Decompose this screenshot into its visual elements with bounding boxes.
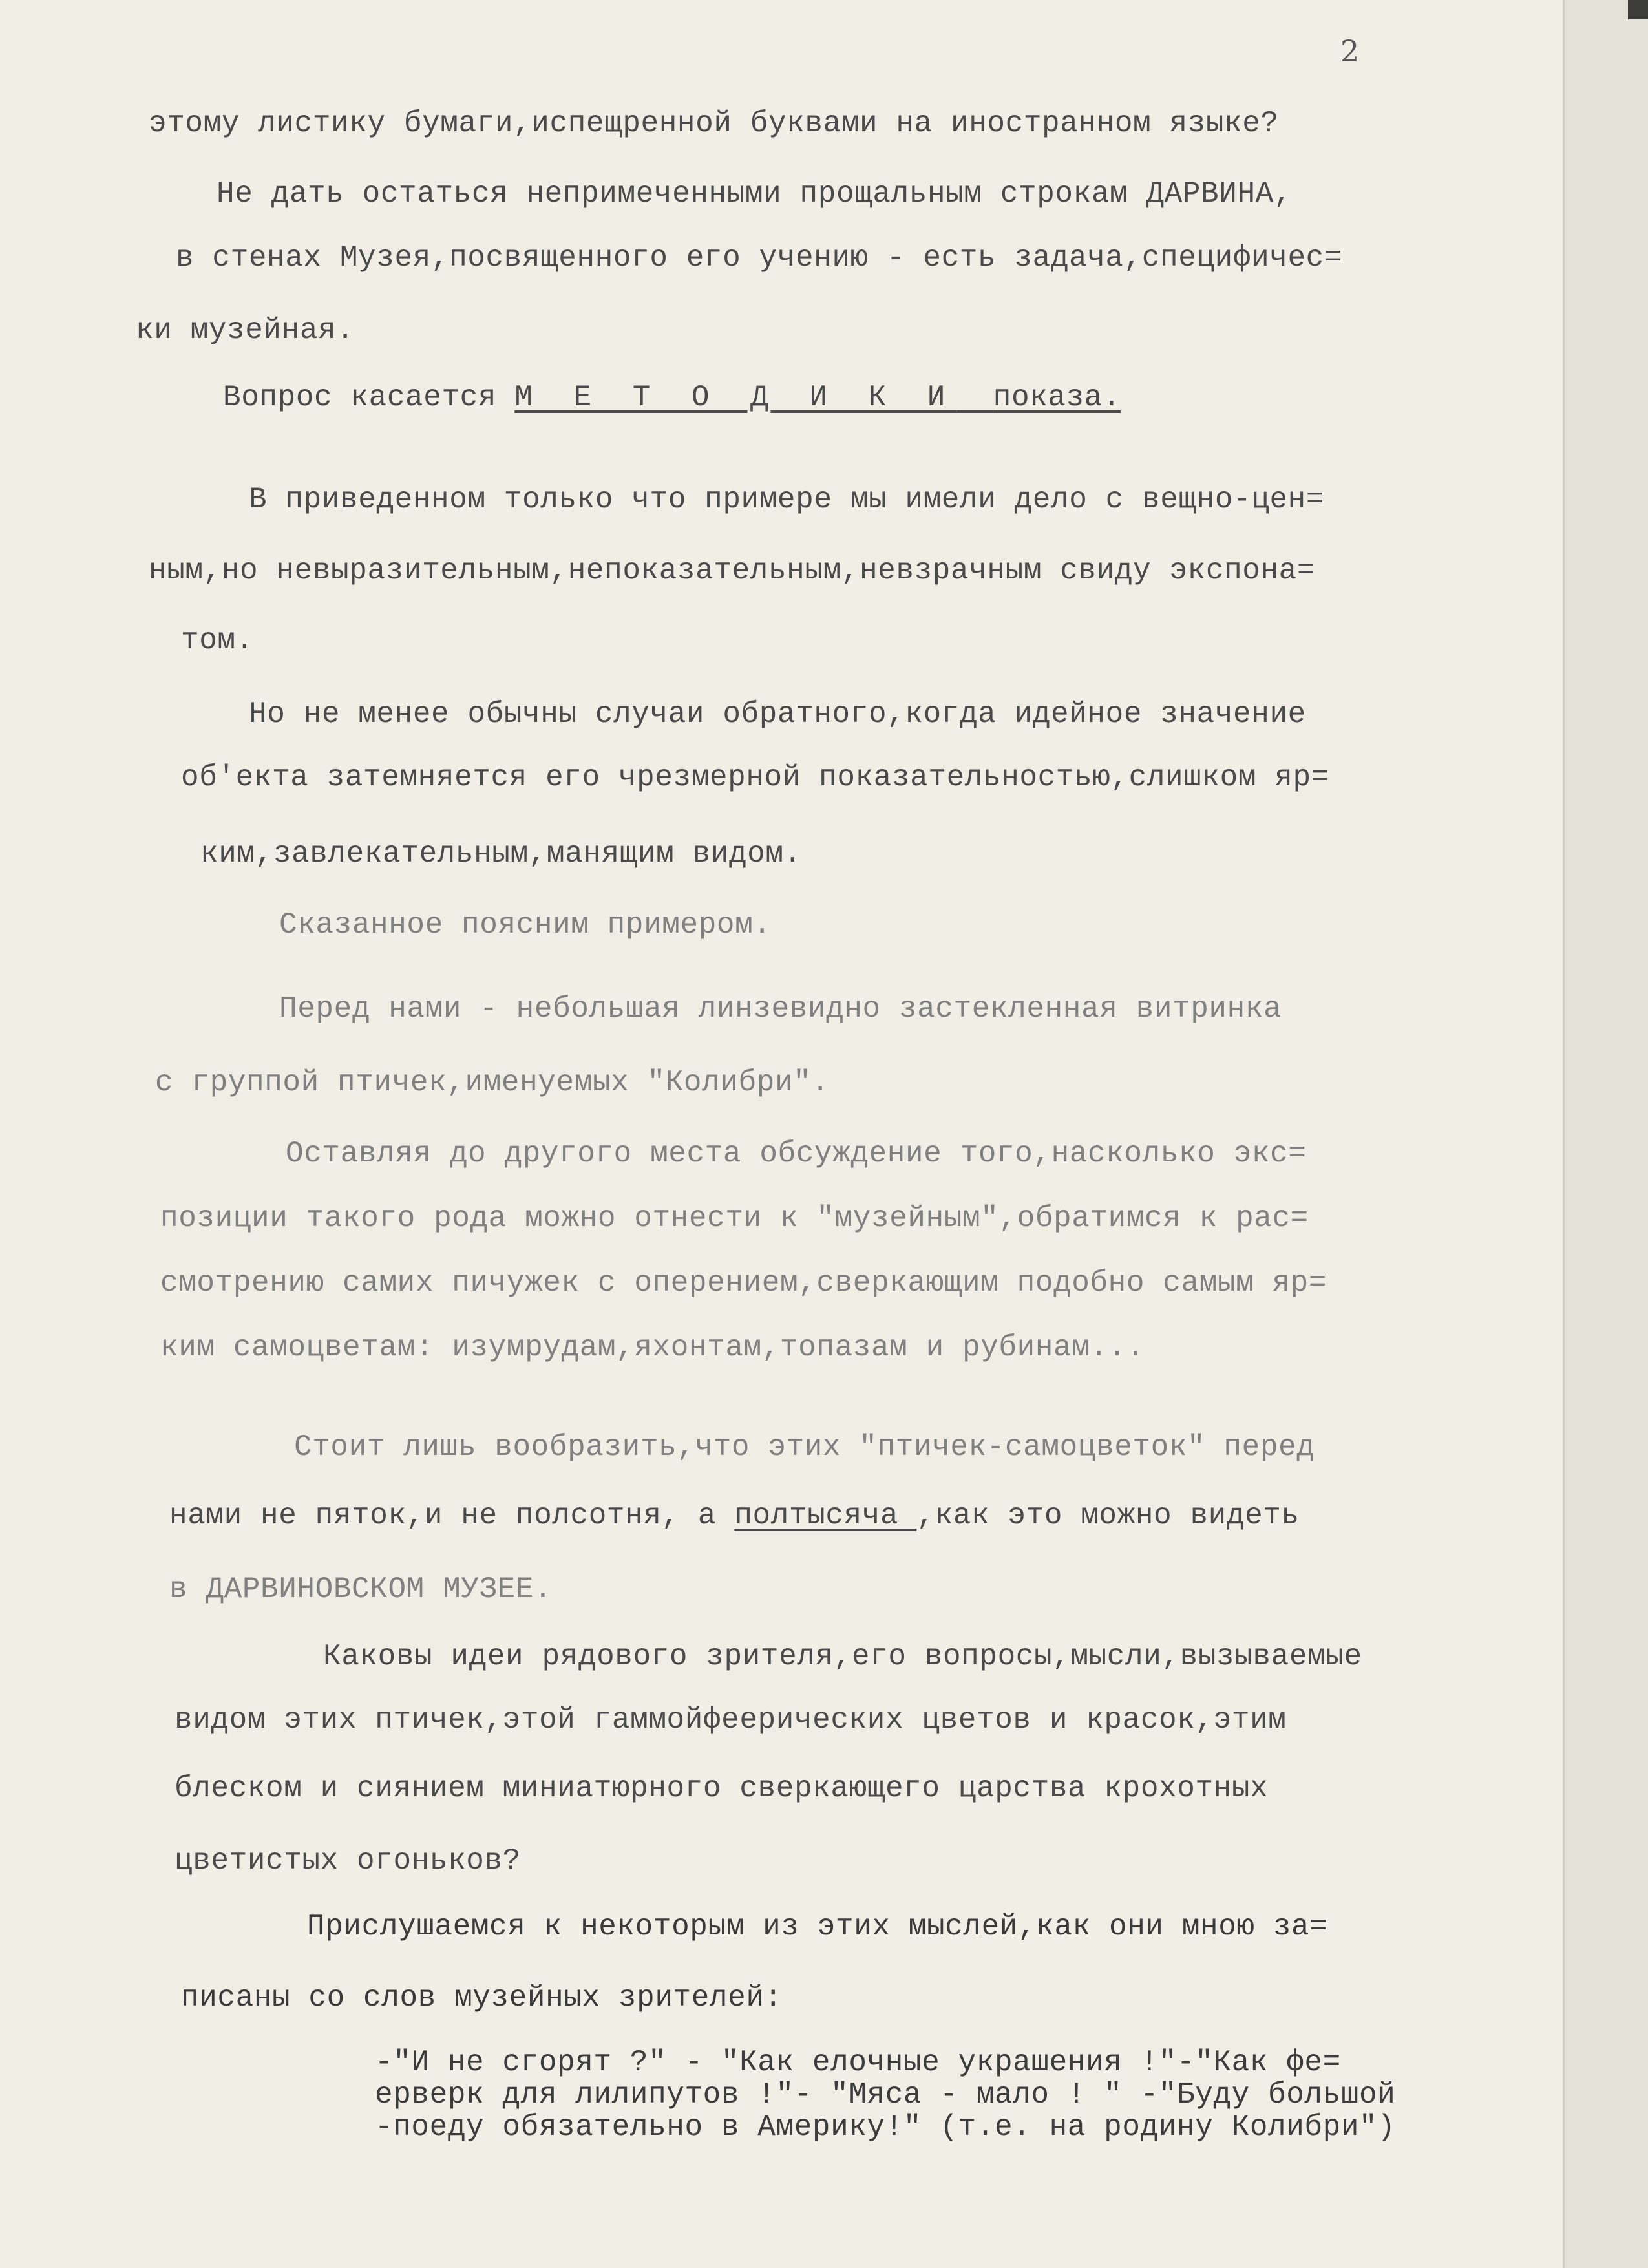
text-line: ки музейная. — [136, 313, 355, 347]
page-edge — [1563, 0, 1648, 2268]
quote-line: ерверк для лилипутов !"- "Мяса - мало ! " -"Буду большой — [375, 2078, 1396, 2112]
text-line: Но не менее обычны случаи обратного,когда идейное значение — [249, 697, 1306, 731]
text-line: с группой птичек,именуемых "Колибри". — [155, 1066, 830, 1099]
text-line: этому листику бумаги,испещренной буквами на иностранном языке? — [149, 107, 1279, 140]
page-number: 2 — [1340, 34, 1360, 69]
text-line: Оставляя до другого места обсуждение того,насколько экс= — [286, 1137, 1307, 1171]
method-prefix: Вопрос касается — [223, 381, 515, 414]
text-line: блеском и сиянием миниатюрного сверкающего царства крохотных — [174, 1772, 1269, 1805]
text-line: Каковы идеи рядового зрителя,его вопросы,мысли,вызываемые — [323, 1640, 1362, 1673]
method-emphasis — [514, 381, 1121, 414]
text-line: позиции такого рода можно отнести к "музейным",обратимся к рас= — [160, 1202, 1309, 1235]
text-line: ким самоцветам: изумрудам,яхонтам,топазам и рубинам... — [160, 1331, 1145, 1364]
text-line: писаны со слов музейных зрителей: — [181, 1981, 783, 2015]
show-word: показа. — [993, 381, 1121, 414]
text-line: в стенах Музея,посвященного его учению - есть задача,специфичес= — [176, 241, 1343, 275]
quote-line: -поеду обязательно в Америку!" (т.е. на родину Колибри") — [375, 2110, 1396, 2144]
method-line — [223, 383, 1121, 412]
text-segment: нами не пяток,и не полсотня, а — [169, 1499, 735, 1532]
text-line: Перед нами - небольшая линзевидно застекленная витринка — [279, 992, 1282, 1026]
text-line: Прислушаемся к некоторым из этих мыслей,как они мною за= — [307, 1910, 1328, 1944]
text-line: Сказанное поясним примером. — [279, 908, 772, 942]
corner-shadow — [1628, 0, 1648, 19]
text-line: том. — [181, 624, 254, 657]
text-line: в ДАРВИНОВСКОМ МУЗЕЕ. — [169, 1573, 553, 1606]
text-line: видом этих птичек,этой гаммойфеерических цветов и красок,этим — [174, 1703, 1287, 1737]
method-word: М Е Т О Д И К И — [514, 381, 957, 414]
text-line-with-underline — [169, 1501, 1300, 1531]
text-line: цветистых огоньков? — [174, 1844, 521, 1878]
text-line: ным,но невыразительным,непоказательным,невзрачным свиду экспона= — [149, 554, 1316, 588]
method-gap — [956, 381, 993, 414]
text-line: В приведенном только что примере мы имели дело с вещно-цен= — [249, 483, 1325, 516]
quote-line: -"И не сгорят ?" - "Как елочные украшения !"-"Как фе= — [375, 2046, 1341, 2079]
text-line: Стоит лишь вообразить,что этих "птичек-самоцветок" перед — [294, 1430, 1315, 1464]
text-line: Не дать остаться непримеченными прощальным строкам ДАРВИНА, — [217, 177, 1293, 211]
text-line: ким,завлекательным,манящим видом. — [200, 837, 802, 871]
underlined-word: полтысяча — [734, 1499, 917, 1532]
text-line: смотрению самих пичужек с оперением,сверкающим подобно самым яр= — [160, 1266, 1327, 1300]
text-line: об'екта затемняется его чрезмерной показательностью,слишком яр= — [181, 761, 1329, 794]
text-segment: ,как это можно видеть — [916, 1499, 1300, 1532]
